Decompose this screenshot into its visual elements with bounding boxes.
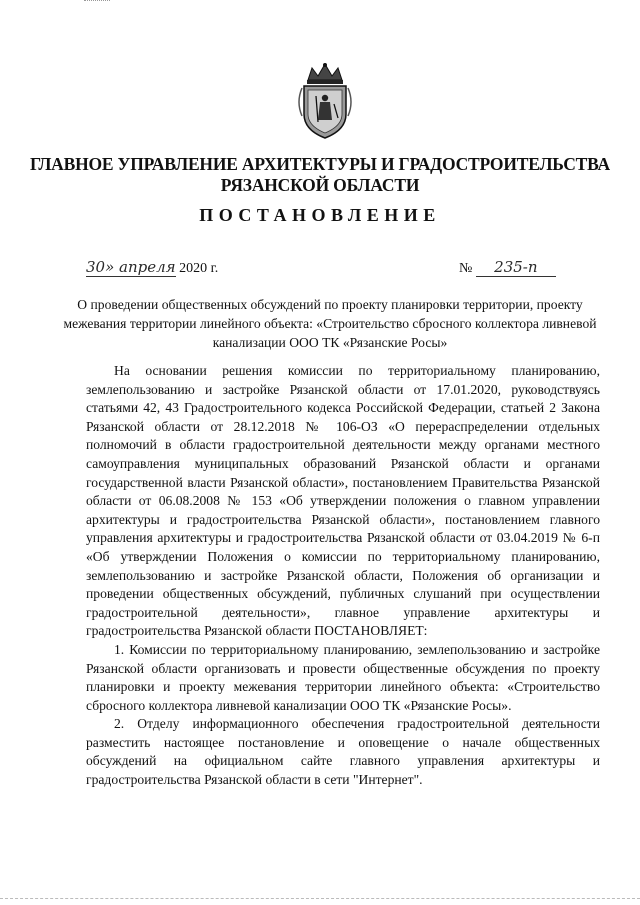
document-year: 2020 г. <box>179 261 219 276</box>
coat-of-arms-icon <box>296 62 354 140</box>
body-preamble: На основании решения комиссии по территориальному планированию, землепользованию и застройке Рязанской области от 17.01.2020, руководствуясь статьями 42, 43 Градостроительного кодекса Российской Федерации, статьей 2 Закона Рязанской области от 28.12.2018 № 106-ОЗ «О перераспределении отдельных полномочий в области градостроительной деятельности между органами местного самоуправления муниципальных образований Рязанской области и органами государственной власти Рязанской области», постановлением Правительства Рязанской области от 06.08.2008 № 153 «Об утверждении положения о главном управлении архитектуры и градостроительства Рязанской области», постановлением главного управления архитектуры и градостроительства Рязанской области от 03.04.2019 № 6-п «Об утверждении Положения о комиссии по территориальному планированию, землепользованию и застройке Рязанской области, Положения об организации и проведении общественных обсуждений, публичных слушаний при осуществлении градостроительной деятельности», главное управление архитектуры и градостроительства Рязанской области ПОСТАНОВЛЯЕТ: <box>86 363 600 639</box>
body-item-1: 1. Комиссии по территориальному планированию, землепользованию и застройке Рязанской области организовать и провести общественные обсуждения по проекту планировки и проекту межевания территории линейного объекта: «Строительство сбросного коллектора ливневой канализации ООО ТК «Рязанские Росы». <box>86 641 600 713</box>
handwritten-number: 235-п <box>476 258 556 277</box>
document-type-title: ПОСТАНОВЛЕНИЕ <box>199 205 441 225</box>
page-bottom-edge <box>0 898 640 899</box>
organization-title-line2: РЯЗАНСКОЙ ОБЛАСТИ <box>220 175 420 195</box>
document-date <box>86 258 218 277</box>
document-subject: О проведении общественных обсуждений по проекту планировки территории, проекту межевания территории линейного объекта: «Строительство сбросного коллектора ливневой канализации ООО ТК «Рязанские Росы» <box>63 297 597 350</box>
document-number <box>459 258 556 277</box>
handwritten-date: 30» апреля <box>86 258 176 276</box>
scan-mark <box>84 0 110 7</box>
body-item-2: 2. Отделу информационного обеспечения градостроительной деятельности разместить настоящее постановление и оповещение о начале общественных обсуждений на официальном сайте главного управления архитектуры и градостроительства Рязанской области в сети "Интернет". <box>86 716 600 788</box>
organization-title-line1: ГЛАВНОЕ УПРАВЛЕНИЕ АРХИТЕКТУРЫ И ГРАДОСТРОИТЕЛЬСТВА <box>30 154 610 174</box>
document-body <box>86 362 600 790</box>
number-label: № <box>459 261 473 276</box>
